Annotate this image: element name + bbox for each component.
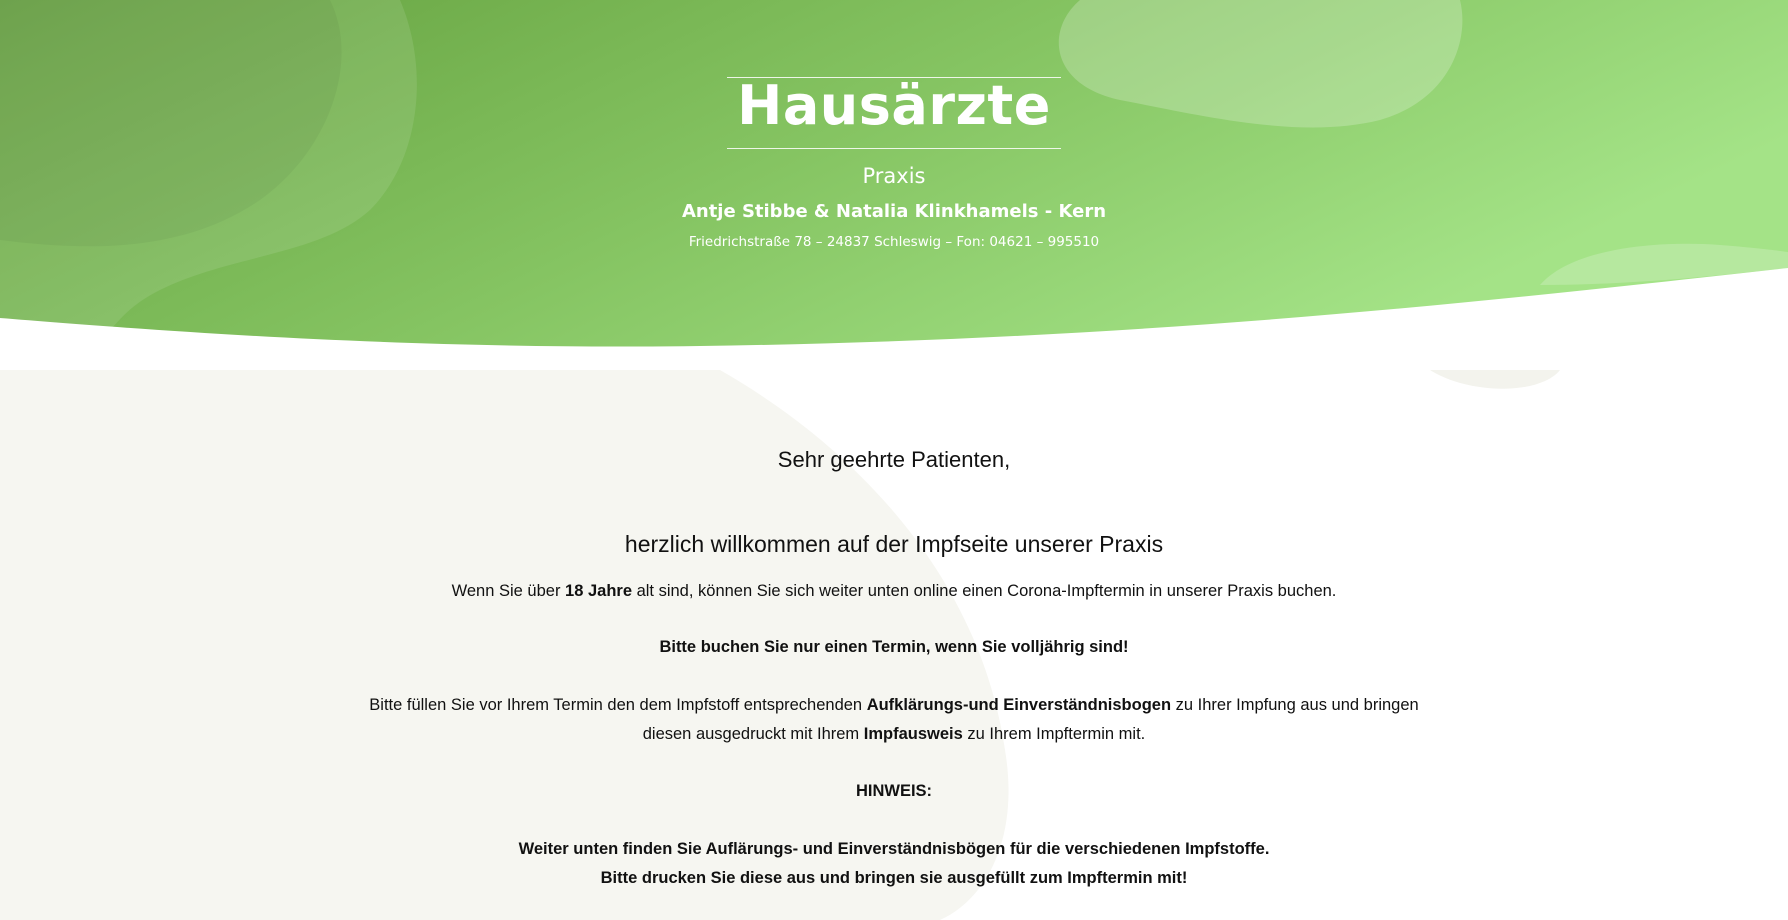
- consent-text-post: zu Ihrer Impfung aus und bringen: [1171, 696, 1419, 714]
- consent-form-bold: Aufklärungs-und Einverständnisbogen: [866, 696, 1172, 714]
- doctor-names: Antje Stibbe & Natalia Klinkhamels - Kern: [681, 201, 1107, 222]
- title-divider-bottom: [727, 148, 1061, 149]
- age-info-paragraph: [0, 582, 1788, 601]
- page-title: Hausärzte: [737, 74, 1051, 137]
- consent-form-paragraph-line1: [0, 696, 1788, 715]
- greeting-heading: Sehr geehrte Patienten,: [777, 447, 1011, 472]
- consent-form-paragraph-line2: [0, 725, 1788, 744]
- consent-line2-post: zu Ihrem Impftermin mit.: [962, 725, 1146, 743]
- consent-text-pre: Bitte füllen Sie vor Ihrem Termin den dem Impfstoff entsprechenden: [369, 696, 867, 714]
- adult-only-notice: Bitte buchen Sie nur einen Termin, wenn Sie volljährig sind!: [659, 638, 1129, 656]
- age-info-bold: 18 Jahre: [565, 582, 632, 600]
- hint-label: HINWEIS:: [855, 782, 933, 800]
- vaccination-card-bold: Impfausweis: [863, 725, 963, 743]
- consent-line2-pre: diesen ausgedruckt mit Ihrem: [642, 725, 864, 743]
- hint-line-1: Weiter unten finden Sie Auflärungs- und Einverständnisbögen für die verschiedenen Impfstoffe.: [518, 840, 1270, 858]
- age-info-text-pre: Wenn Sie über: [451, 582, 566, 600]
- welcome-heading: herzlich willkommen auf der Impfseite unserer Praxis: [624, 531, 1164, 557]
- practice-subtitle: Praxis: [862, 164, 926, 188]
- hint-line-2: Bitte drucken Sie diese aus und bringen sie ausgefüllt zum Impftermin mit!: [600, 869, 1188, 887]
- age-info-text-post: alt sind, können Sie sich weiter unten online einen Corona-Impftermin in unserer Praxis buchen.: [632, 582, 1337, 600]
- practice-address: Friedrichstraße 78 – 24837 Schleswig – Fon: 04621 – 995510: [688, 234, 1100, 250]
- hero-header: [0, 0, 1788, 360]
